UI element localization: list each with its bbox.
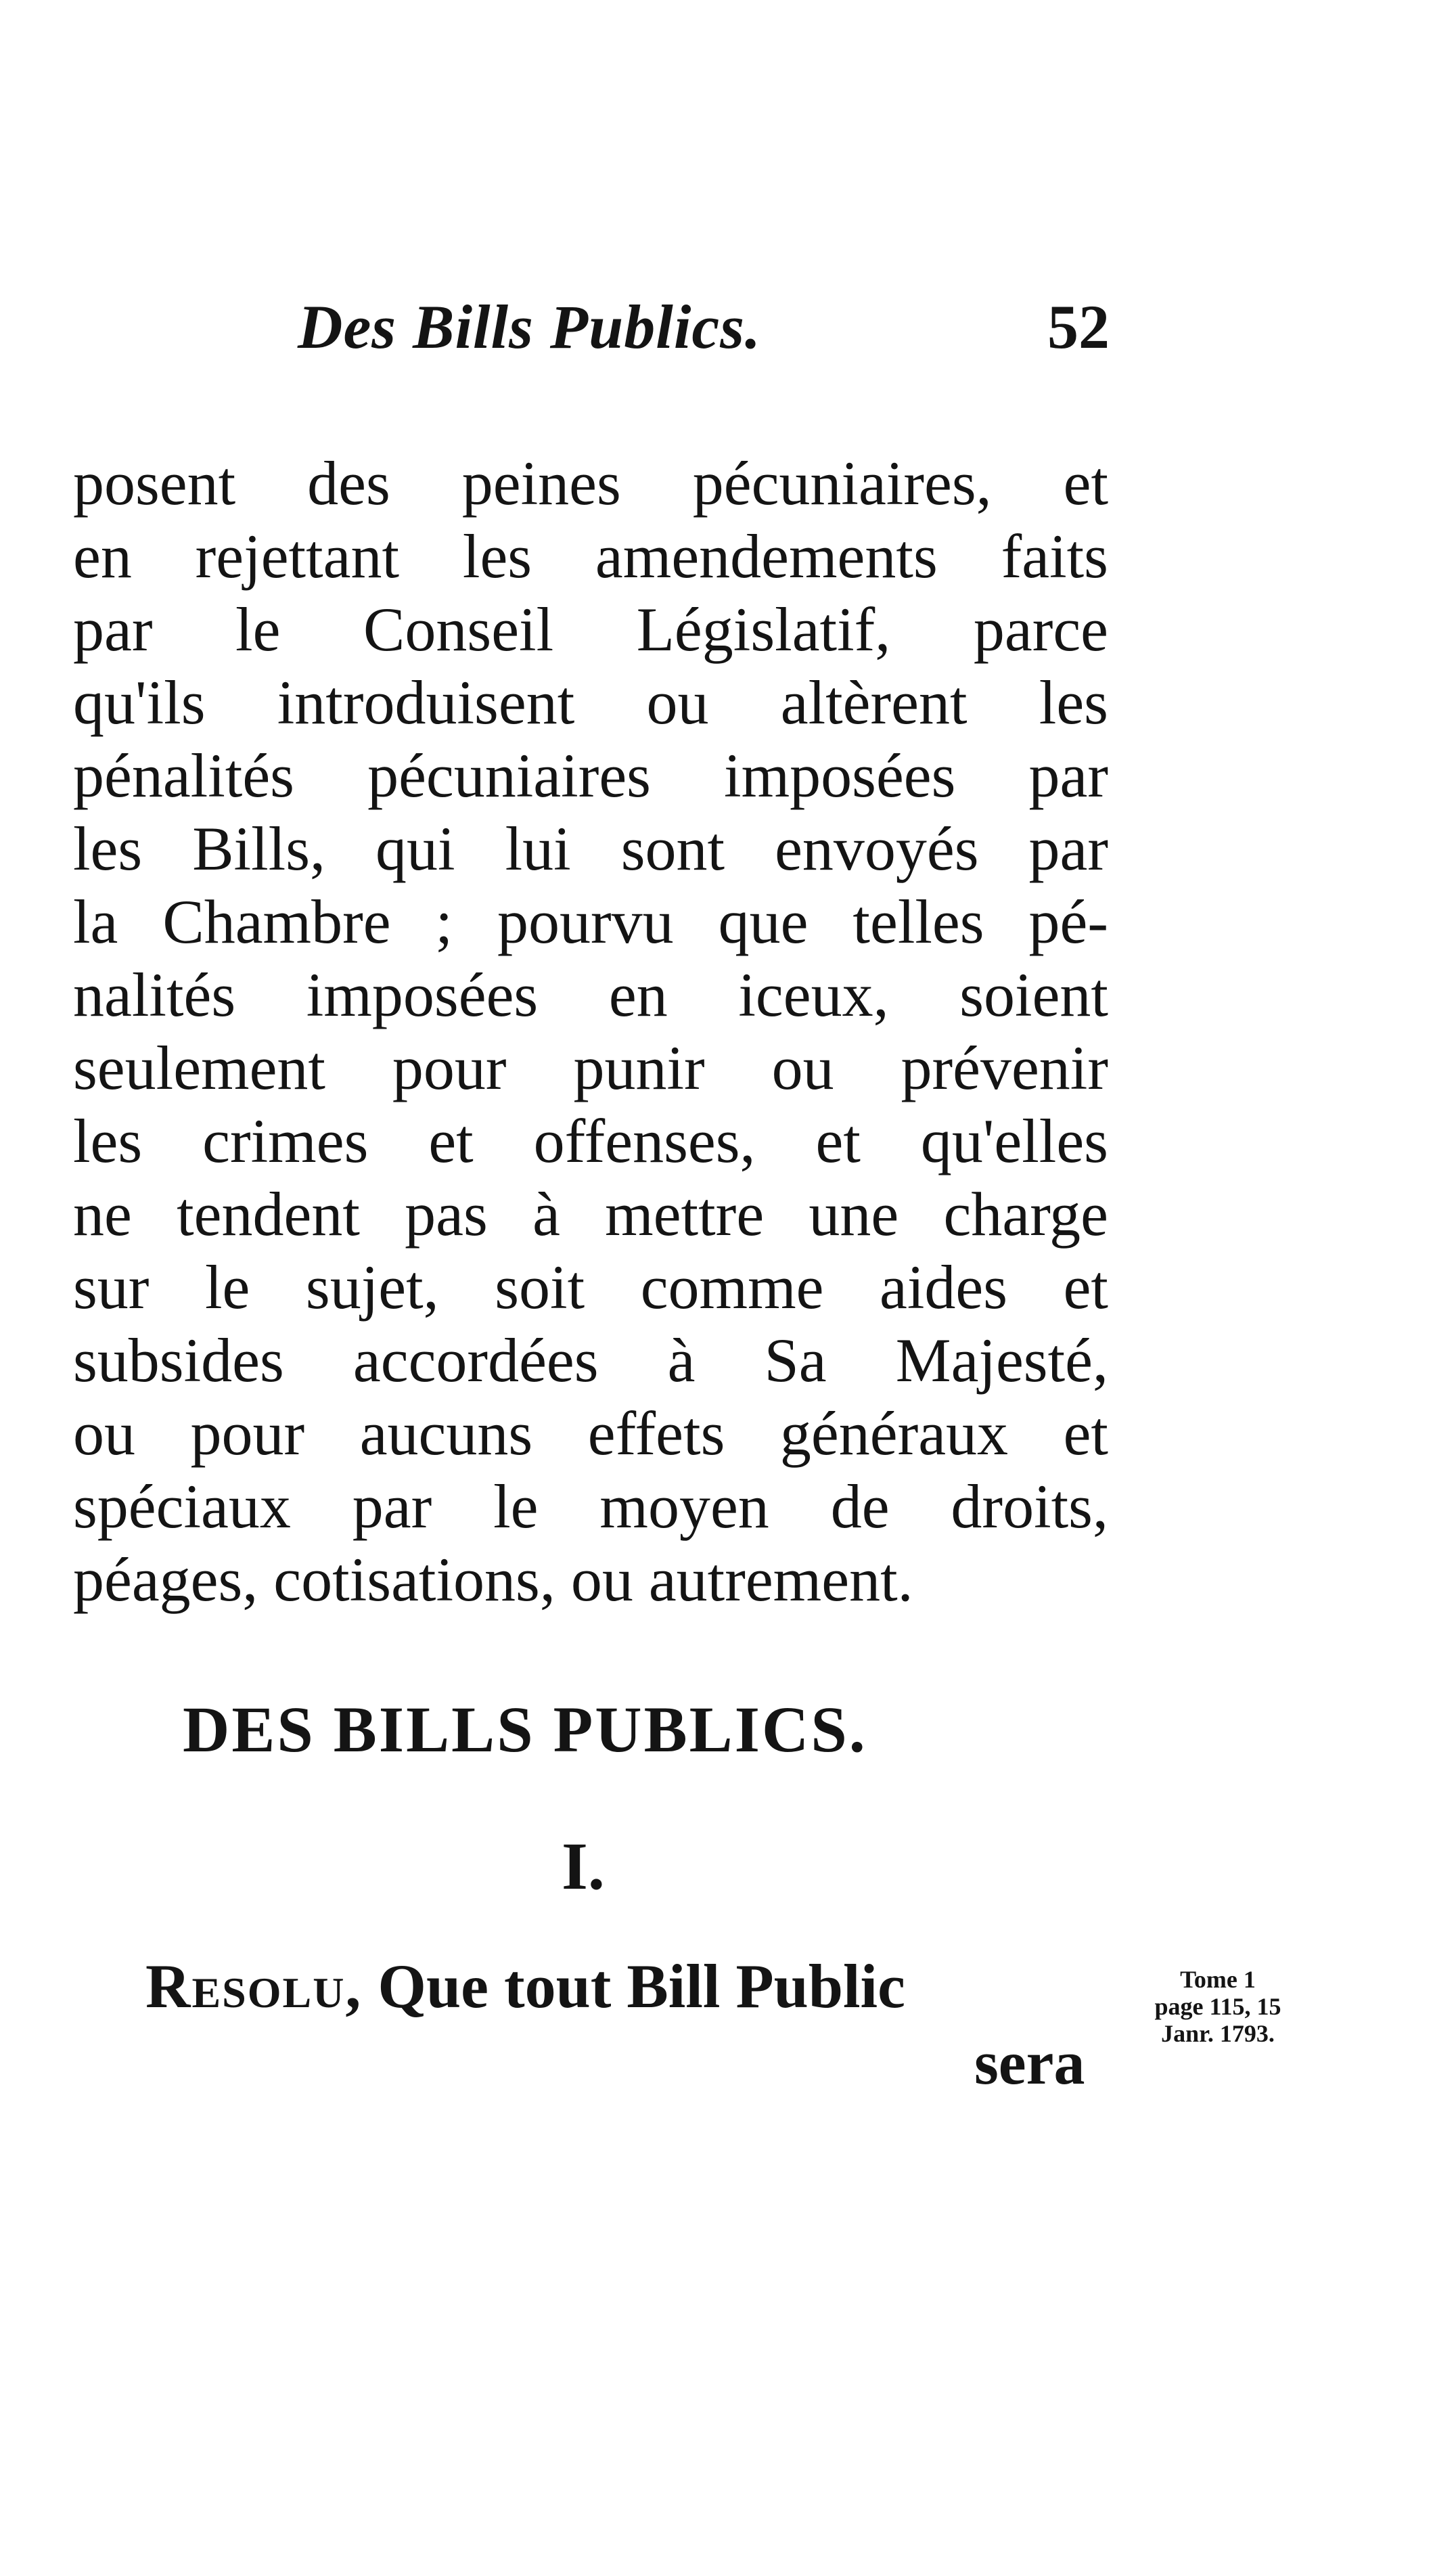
text-line: seulement pour punir ou prévenir [73, 1033, 1108, 1102]
section-number: I. [562, 1828, 605, 1904]
text-line: subsides accordées à Sa Majesté, [73, 1326, 1108, 1395]
text-line: péages, cotisations, ou autrement. [73, 1545, 913, 1614]
resolution-line [145, 1949, 1113, 2023]
text-line: nalités imposées en iceux, soient [73, 960, 1108, 1029]
text-line: ou pour aucuns effets généraux et [73, 1399, 1108, 1468]
body-paragraph [73, 447, 1108, 1616]
page-number: 52 [1047, 292, 1110, 361]
text-line: les Bills, qui lui sont envoyés par [73, 814, 1108, 883]
text-line: sur le sujet, soit comme aides et [73, 1253, 1108, 1322]
text-line: ne tendent pas à mettre une charge [73, 1180, 1108, 1249]
margin-note-line: Tome 1 [1180, 1966, 1256, 1993]
margin-note-line: Janr. 1793. [1161, 2020, 1275, 2047]
running-title: Des Bills Publics. [298, 292, 762, 361]
margin-note-line: page 115, 15 [1154, 1993, 1281, 2020]
text-line: posent des peines pécuniaires, et [73, 449, 1108, 518]
text-line: en rejettant les amendements faits [73, 522, 1108, 591]
text-line: par le Conseil Législatif, parce [73, 595, 1108, 664]
text-line: les crimes et offenses, et qu'elles [73, 1106, 1108, 1175]
section-heading: DES BILLS PUBLICS. [183, 1693, 867, 1766]
margin-note [1116, 1966, 1319, 2047]
catch-word: sera [974, 2028, 1085, 2097]
text-line: la Chambre ; pourvu que telles pé- [73, 887, 1108, 956]
text-line: spéciaux par le moyen de droits, [73, 1472, 1108, 1541]
text-line: qu'ils introduisent ou altèrent les [73, 668, 1108, 737]
resolution-text: Que tout Bill Public [378, 1952, 905, 2021]
resolution-lead: Resolu, [145, 1952, 363, 2021]
running-head [298, 291, 1110, 372]
text-line: pénalités pécuniaires imposées par [73, 741, 1108, 810]
